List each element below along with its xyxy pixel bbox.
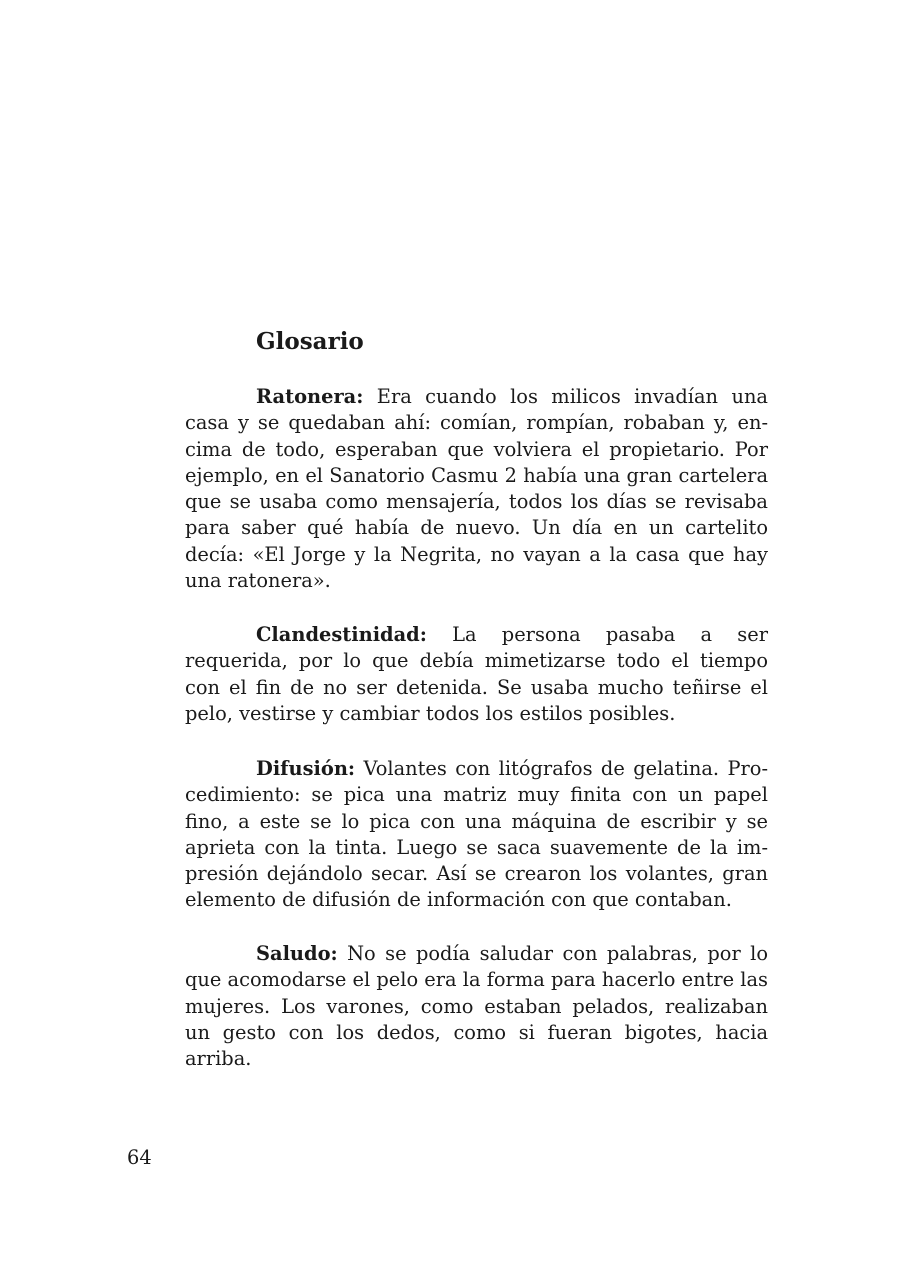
glossary-definition: Volantes con litógrafos de gelatina. Procedimiento: se pica una matriz muy finita con un papel fino, a este se lo pica con una máquina de escribir y se aprieta con la tinta. Luego se saca suavemente de la impresión dejándolo secar. Así se crearon los volantes, gran elemento de difusión de información con que contaban.: [185, 757, 768, 912]
glossary-entry-ratonera: [185, 384, 768, 594]
glossary-definition: No se podía saludar con palabras, por lo que acomodarse el pelo era la forma para hacerlo entre las mujeres. Los varones, como estaban pelados, realizaban un gesto con los dedos, como si fueran bigotes, hacia arriba.: [185, 942, 768, 1071]
glossary-entry-difusion: [185, 756, 768, 914]
page-number: 64: [127, 1146, 152, 1169]
glossary-term: Difusión:: [256, 757, 356, 780]
glossary-term: Clandestinidad:: [256, 623, 427, 646]
glossary-term: Ratonera:: [256, 385, 364, 408]
glossary-entry-saludo: [185, 941, 768, 1072]
glossary-term: Saludo:: [256, 942, 338, 965]
glossary-definition: Era cuando los milicos invadían una casa y se quedaban ahí: comían, rompían, robaban y, encima de todo, esperaban que volviera el propietario. Por ejemplo, en el Sanatorio Casmu 2 había una gran cartelera que se usaba como mensajería, todos los días se revisaba para saber qué había de nuevo. Un día en un cartelito decía: «El Jorge y la Negrita, no vayan a la casa que hay una ratonera».: [185, 385, 768, 593]
glossary-definition: La persona pasaba a ser requerida, por lo que debía mimetizarse todo el tiempo con el fin de no ser detenida. Se usaba mucho teñirse el pelo, vestirse y cambiar todos los estilos posibles.: [185, 623, 769, 725]
glossary-entry-clandestinidad: [185, 622, 768, 727]
page-title: Glosario: [256, 328, 364, 355]
